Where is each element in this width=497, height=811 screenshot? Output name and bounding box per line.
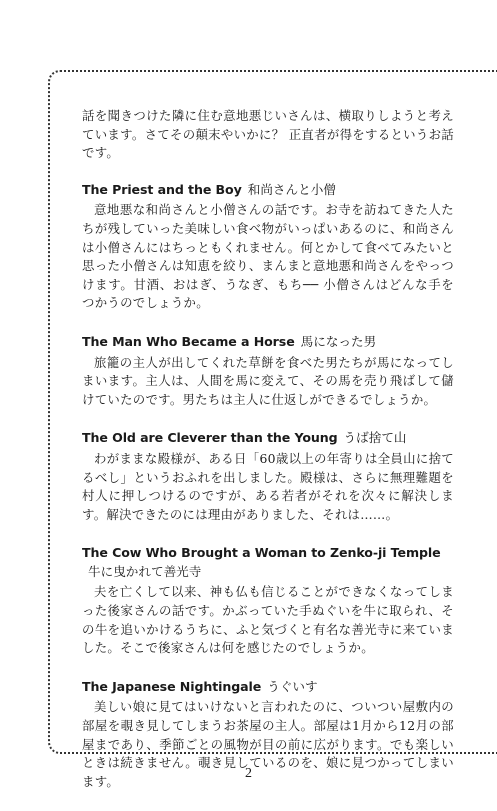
section-body: 夫を亡くして以来、神も仏も信じることができなくなってしまった後家さんの話です。かぶっていた手ぬぐいを牛に取られ、その牛を追いかけるうちに、ふと気づくと有名な善光寺に来ていました。そこで後家さんは何を感じたのでしょうか。 bbox=[82, 584, 454, 656]
section-body: 意地悪な和尚さんと小僧さんの話です。お寺を訪ねてきた人たちが残していった美味しい食べ物がいっぱいあるのに、和尚さんは小僧さんにはちっともくれません。何とかして食べてみたいと思った小僧さんは知恵を絞り、まんまと意地悪和尚さんをやっつけます。甘酒、おはぎ、うなぎ、もち── 小僧さんはどんな手をつかうのでしょうか。 bbox=[82, 202, 454, 311]
section-title-en: The Priest and the Boy bbox=[82, 181, 242, 197]
page-content bbox=[82, 107, 454, 811]
section-title bbox=[82, 333, 454, 352]
section-body: わがままな殿様が、ある日「60歳以上の年寄りは全員山に捨てるべし」というおふれを出しました。殿様は、さらに無理難題を村人に押しつけるのですが、ある若者がそれを次々に解決します。解決できたのには理由がありました、それは……。 bbox=[82, 450, 454, 522]
section-priest-and-boy bbox=[82, 181, 454, 313]
section-cow-zenkoji bbox=[82, 544, 454, 658]
section-title-en: The Japanese Nightingale bbox=[82, 678, 262, 694]
section-old-cleverer-than-young bbox=[82, 429, 454, 524]
section-title-ja: 和尚さんと小僧 bbox=[247, 181, 336, 197]
section-body: 美しい娘に見てはいけないと言われたのに、ついつい屋敷内の部屋を覗き見してしまうお茶屋の主人。部屋は1月から12月の部屋まであり、季節ごとの風物が目の前に広がります。でも楽しいときは続きません。覗き見しているのを、娘に見つかってしまいます。 bbox=[82, 699, 454, 789]
section-title-en: The Man Who Became a Horse bbox=[82, 333, 295, 349]
section-title bbox=[82, 181, 454, 200]
page-number: 2 bbox=[245, 766, 252, 781]
section-title bbox=[82, 678, 454, 697]
section-title-ja: うぐいす bbox=[267, 678, 318, 694]
section-title bbox=[82, 429, 454, 448]
section-title bbox=[82, 544, 454, 581]
section-man-became-horse bbox=[82, 333, 454, 409]
intro-paragraph: 話を聞きつけた隣に住む意地悪じいさんは、横取りしようと考えています。さてその顛末やいかに？ 正直者が得をするというお話です。 bbox=[82, 108, 454, 161]
section-title-ja: 牛に曳かれて善光寺 bbox=[88, 563, 202, 579]
section-body: 旅籠の主人が出してくれた草餅を食べた男たちが馬になってしまいます。主人は、人間を馬に変えて、その馬を売り飛ばして儲けていたのです。男たちは主人に仕返しができるでしょうか。 bbox=[82, 354, 454, 407]
section-title-en: The Cow Who Brought a Woman to Zenko-ji Temple bbox=[82, 545, 441, 561]
section-title-ja: 馬になった男 bbox=[300, 333, 377, 349]
section-title-en: The Old are Cleverer than the Young bbox=[82, 430, 338, 446]
section-title-ja: うば捨て山 bbox=[343, 430, 407, 446]
